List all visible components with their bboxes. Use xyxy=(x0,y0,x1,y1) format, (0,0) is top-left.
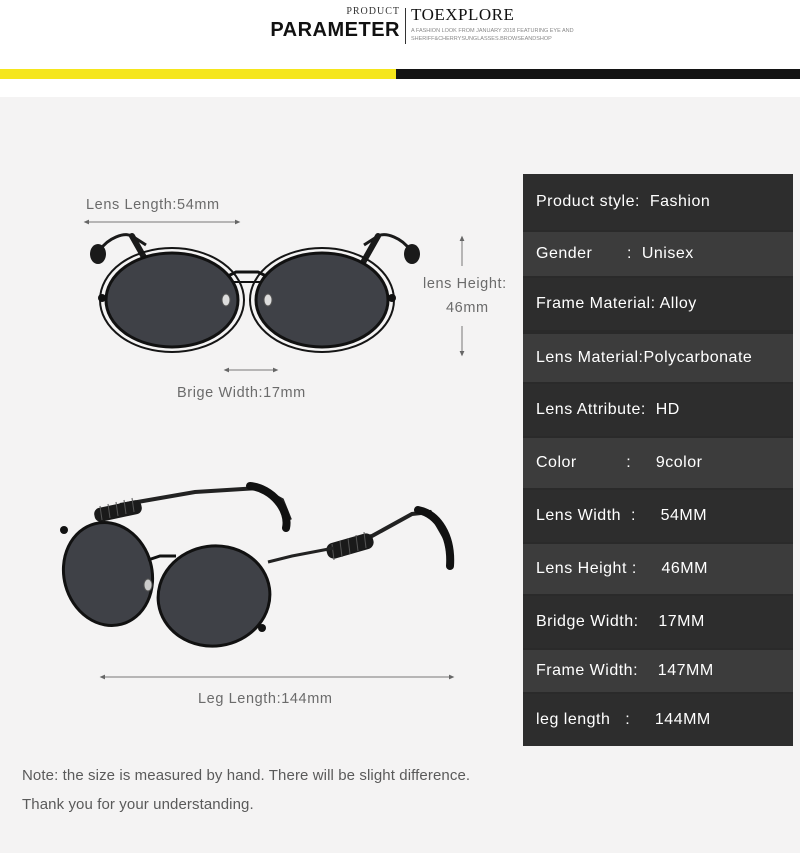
spec-value: Fashion xyxy=(639,193,711,210)
spec-row-lens-width xyxy=(523,490,793,542)
spec-value: Alloy xyxy=(655,295,697,312)
spec-label: Frame Material: xyxy=(536,295,656,312)
spec-label: Color xyxy=(536,454,577,471)
spec-row-lens-attribute xyxy=(523,384,793,436)
spec-row-bridge-width xyxy=(523,596,793,648)
spec-value: Polycarbonate xyxy=(643,349,753,366)
lens-length-label: Lens Length:54mm xyxy=(86,197,220,213)
spec-value: HD xyxy=(645,401,680,418)
spec-label: Lens Material: xyxy=(536,349,644,366)
bridge-width-label: Brige Width:17mm xyxy=(177,385,306,401)
spec-row-leg-length xyxy=(523,694,793,746)
spec-value: 17MM xyxy=(638,613,705,630)
spec-label: Gender xyxy=(536,245,593,262)
spec-label: leg length xyxy=(536,711,611,728)
spec-row-lens-height xyxy=(523,544,793,594)
spring-coil-left xyxy=(93,498,143,523)
spec-row-gender xyxy=(523,232,793,276)
spec-panel xyxy=(523,174,793,746)
spec-row-product-style xyxy=(523,174,793,230)
header-parameter-label: PARAMETER xyxy=(270,19,400,41)
spec-value: : 46MM xyxy=(626,560,708,577)
brand-name: TOEXPLORE xyxy=(411,5,515,24)
spec-row-frame-width xyxy=(523,650,793,692)
spec-value: : 144MM xyxy=(610,711,711,728)
header-product-label: PRODUCT xyxy=(346,6,400,17)
spec-label: Product style: xyxy=(536,193,640,210)
spec-value: : 54MM xyxy=(621,507,708,524)
leg-length-label: Leg Length:144mm xyxy=(198,691,333,707)
spec-label: Lens Width xyxy=(536,507,622,524)
spec-value: 147MM xyxy=(638,662,714,679)
note-line-2: Thank you for your understanding. xyxy=(22,796,254,813)
spec-label: Lens Height xyxy=(536,560,627,577)
brand-subtitle: A FASHION LOOK FROM JANUARY 2018 FEATURING EYE AND SHERIFF&CHERRYSUNGLASSES.BROWSEANDSHOP xyxy=(411,28,574,42)
spec-label: Bridge Width: xyxy=(536,613,639,630)
note-line-1: Note: the size is measured by hand. There will be slight difference. xyxy=(22,767,471,784)
spec-row-color xyxy=(523,438,793,488)
lens-height-label-line1: lens Height: xyxy=(423,276,507,292)
front-view-glasses xyxy=(90,235,420,352)
lens-height-label-line2: 46mm xyxy=(446,300,489,316)
spring-coil-right xyxy=(325,532,376,561)
side-view-glasses xyxy=(52,486,450,653)
spec-value: : Unisex xyxy=(592,245,694,262)
spec-label: Lens Attribute: xyxy=(536,401,646,418)
spec-value: : 9color xyxy=(576,454,703,471)
spec-row-frame-material xyxy=(523,278,793,330)
spec-label: Frame Width: xyxy=(536,662,639,679)
spec-row-lens-material xyxy=(523,334,793,382)
